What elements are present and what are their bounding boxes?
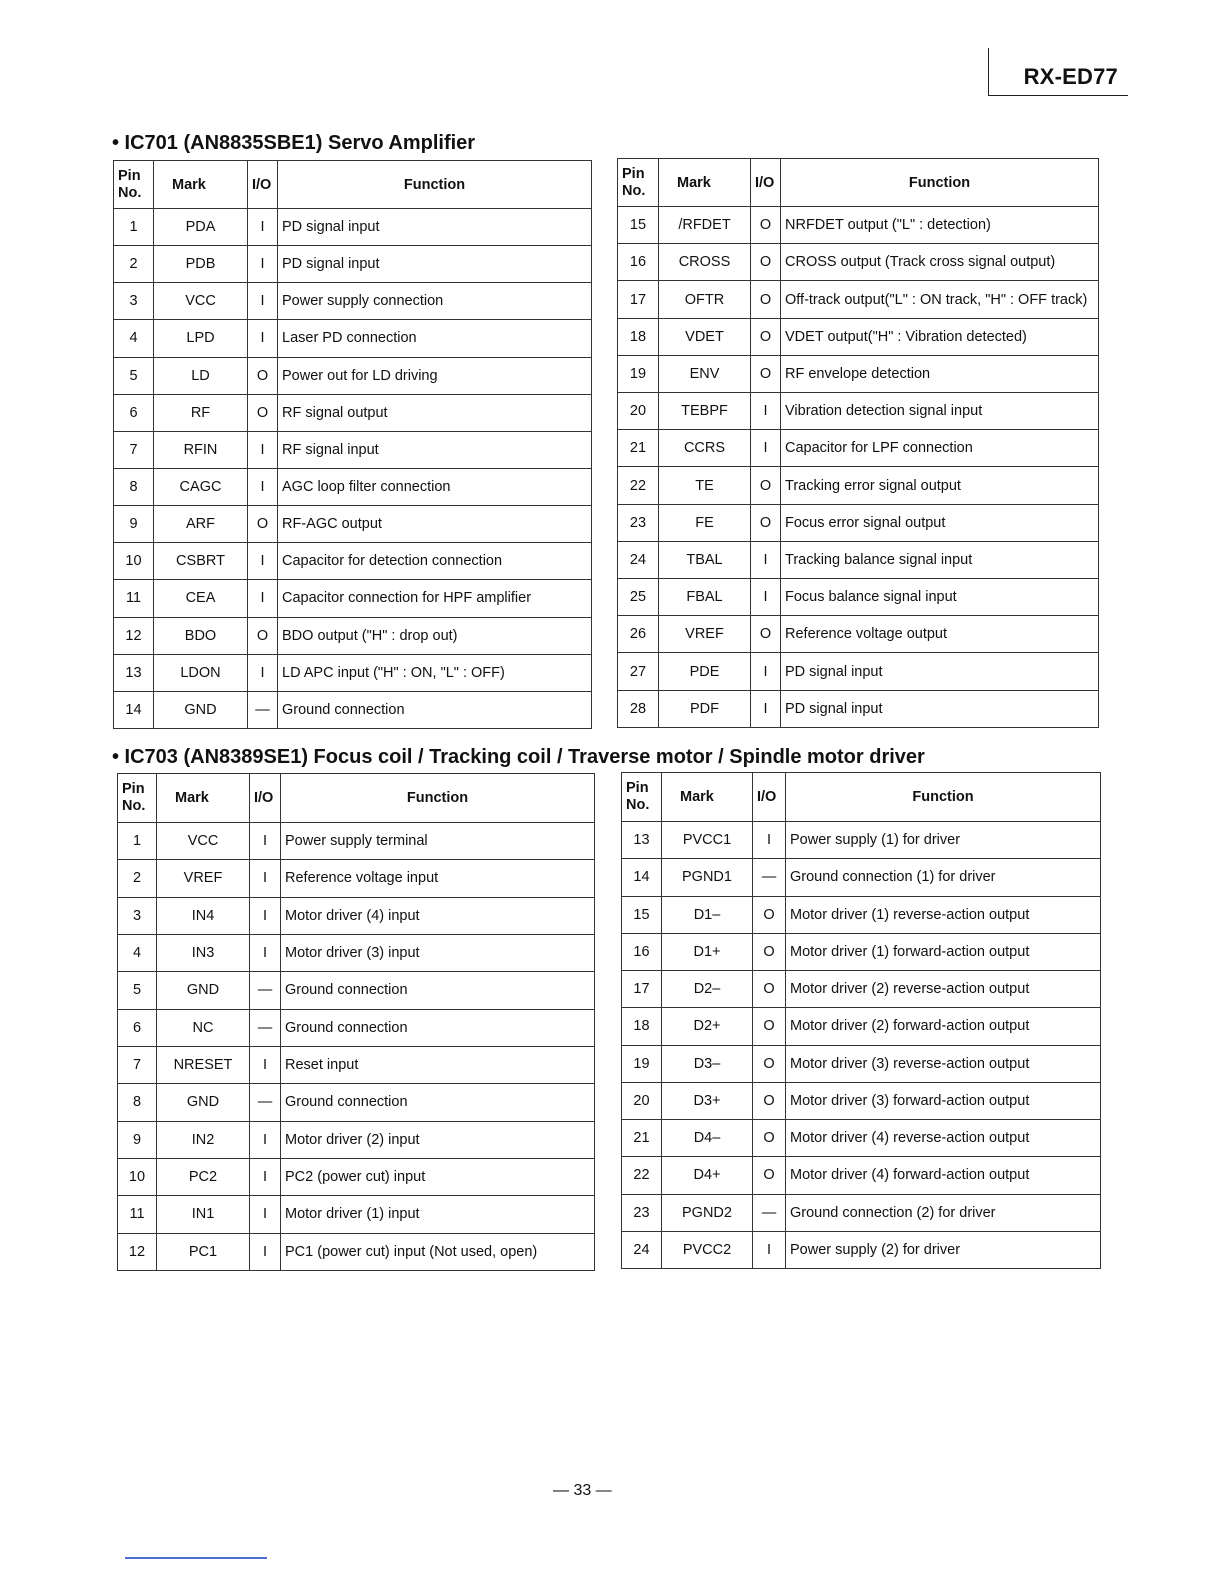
- table-row: [618, 355, 1099, 392]
- pin-function: Motor driver (4) forward-action output: [786, 1157, 1101, 1194]
- pin-function: NRFDET output ("L" : detection): [781, 207, 1099, 244]
- table-row: [622, 1008, 1101, 1045]
- pin-mark: TBAL: [659, 541, 751, 578]
- pin-io: —: [250, 1084, 281, 1121]
- pin-function: Motor driver (1) input: [281, 1196, 595, 1233]
- pin-number: 18: [618, 318, 659, 355]
- pin-mark: ARF: [154, 506, 248, 543]
- table-row: [118, 1084, 595, 1121]
- pin-number: 12: [114, 617, 154, 654]
- pin-mark: D4+: [662, 1157, 753, 1194]
- pin-number: 24: [618, 541, 659, 578]
- pin-function: RF signal input: [278, 431, 592, 468]
- pin-io: O: [753, 1008, 786, 1045]
- pin-function: AGC loop filter connection: [278, 468, 592, 505]
- pin-number: 20: [618, 393, 659, 430]
- pin-number: 18: [622, 1008, 662, 1045]
- pin-function: Focus balance signal input: [781, 579, 1099, 616]
- pin-function: Ground connection: [281, 1084, 595, 1121]
- model-header-box: [988, 48, 1128, 96]
- pin-mark: CAGC: [154, 468, 248, 505]
- ic703-pin-table-right: [621, 772, 1101, 1269]
- table-row: [118, 1158, 595, 1195]
- table-row: [114, 246, 592, 283]
- table-row: [118, 1233, 595, 1270]
- pin-mark: PDA: [154, 209, 248, 246]
- pin-io: —: [753, 1194, 786, 1231]
- pin-io: O: [248, 617, 278, 654]
- table-row: [114, 580, 592, 617]
- pin-number: 7: [118, 1046, 157, 1083]
- table-row: [114, 617, 592, 654]
- pin-io: I: [248, 654, 278, 691]
- table-row: [618, 244, 1099, 281]
- column-header-mark: Mark: [157, 774, 250, 823]
- pin-io: I: [250, 897, 281, 934]
- column-header-io: I/O: [751, 159, 781, 207]
- pin-number: 11: [118, 1196, 157, 1233]
- pin-mark: TE: [659, 467, 751, 504]
- column-header-io: I/O: [250, 774, 281, 823]
- pin-function: Ground connection (1) for driver: [786, 859, 1101, 896]
- pin-io: I: [751, 541, 781, 578]
- table-row: [618, 616, 1099, 653]
- pin-number: 4: [114, 320, 154, 357]
- pin-number: 21: [622, 1120, 662, 1157]
- column-header-function: Function: [786, 773, 1101, 822]
- pin-mark: VREF: [659, 616, 751, 653]
- pin-number: 26: [618, 616, 659, 653]
- pin-function: Motor driver (1) reverse-action output: [786, 896, 1101, 933]
- table-row: [114, 468, 592, 505]
- pin-function: Ground connection: [281, 972, 595, 1009]
- pin-number: 16: [618, 244, 659, 281]
- pin-mark: CSBRT: [154, 543, 248, 580]
- pin-mark: LDON: [154, 654, 248, 691]
- pin-io: I: [250, 860, 281, 897]
- pin-io: I: [250, 1233, 281, 1270]
- pin-function: Reset input: [281, 1046, 595, 1083]
- pin-number: 4: [118, 934, 157, 971]
- table-row: [622, 822, 1101, 859]
- column-header-io: I/O: [248, 161, 278, 209]
- pin-mark: PDE: [659, 653, 751, 690]
- table-row: [622, 859, 1101, 896]
- table-row: [622, 1157, 1101, 1194]
- pin-function: Capacitor for detection connection: [278, 543, 592, 580]
- table-row: [118, 1009, 595, 1046]
- pin-function: Tracking error signal output: [781, 467, 1099, 504]
- column-header-function: Function: [781, 159, 1099, 207]
- pin-io: I: [248, 543, 278, 580]
- pin-io: I: [753, 822, 786, 859]
- pin-function: PD signal input: [781, 653, 1099, 690]
- pin-function: Power supply (2) for driver: [786, 1231, 1101, 1268]
- pin-number: 27: [618, 653, 659, 690]
- pin-mark: CCRS: [659, 430, 751, 467]
- table-row: [622, 1120, 1101, 1157]
- pin-number: 16: [622, 933, 662, 970]
- pin-io: —: [250, 972, 281, 1009]
- table-row: [114, 431, 592, 468]
- pin-mark: /RFDET: [659, 207, 751, 244]
- pin-io: O: [753, 933, 786, 970]
- pin-number: 7: [114, 431, 154, 468]
- pin-number: 9: [114, 506, 154, 543]
- pin-io: O: [751, 207, 781, 244]
- table-header-row: [118, 774, 595, 823]
- pin-io: I: [250, 1196, 281, 1233]
- pin-function: Laser PD connection: [278, 320, 592, 357]
- pin-number: 25: [618, 579, 659, 616]
- pin-function: CROSS output (Track cross signal output): [781, 244, 1099, 281]
- pin-number: 24: [622, 1231, 662, 1268]
- pin-number: 10: [118, 1158, 157, 1195]
- pin-mark: RFIN: [154, 431, 248, 468]
- pin-number: 11: [114, 580, 154, 617]
- pin-number: 15: [618, 207, 659, 244]
- ic701-pin-table-left: [113, 160, 592, 729]
- pin-function: Tracking balance signal input: [781, 541, 1099, 578]
- pin-number: 6: [114, 394, 154, 431]
- pin-function: PC1 (power cut) input (Not used, open): [281, 1233, 595, 1270]
- pin-io: O: [753, 1157, 786, 1194]
- pin-io: I: [751, 430, 781, 467]
- pin-mark: CEA: [154, 580, 248, 617]
- pin-mark: D2–: [662, 971, 753, 1008]
- pin-io: O: [248, 506, 278, 543]
- ic703-title: • IC703 (AN8389SE1) Focus coil / Tracking coil / Traverse motor / Spindle motor driver: [112, 746, 925, 768]
- table-row: [118, 1196, 595, 1233]
- pin-io: O: [753, 1045, 786, 1082]
- pin-function: Ground connection: [281, 1009, 595, 1046]
- pin-number: 8: [118, 1084, 157, 1121]
- footer-rule: [125, 1557, 267, 1559]
- pin-number: 2: [114, 246, 154, 283]
- pin-function: PD signal input: [278, 209, 592, 246]
- pin-mark: VREF: [157, 860, 250, 897]
- pin-mark: PVCC1: [662, 822, 753, 859]
- pin-mark: NRESET: [157, 1046, 250, 1083]
- table-row: [622, 1194, 1101, 1231]
- pin-function: Motor driver (2) reverse-action output: [786, 971, 1101, 1008]
- pin-function: Motor driver (2) forward-action output: [786, 1008, 1101, 1045]
- pin-function: Capacitor for LPF connection: [781, 430, 1099, 467]
- pin-io: I: [250, 823, 281, 860]
- pin-io: I: [753, 1231, 786, 1268]
- pin-mark: VCC: [157, 823, 250, 860]
- table-row: [114, 506, 592, 543]
- model-number: RX-ED77: [1023, 64, 1118, 89]
- table-row: [618, 541, 1099, 578]
- pin-mark: PGND2: [662, 1194, 753, 1231]
- pin-io: —: [250, 1009, 281, 1046]
- pin-io: O: [751, 504, 781, 541]
- pin-function: Power supply terminal: [281, 823, 595, 860]
- column-header-mark: Mark: [154, 161, 248, 209]
- pin-mark: PC2: [157, 1158, 250, 1195]
- column-header-pin: Pin No.: [618, 159, 659, 207]
- pin-mark: PVCC2: [662, 1231, 753, 1268]
- table-row: [114, 654, 592, 691]
- table-row: [114, 320, 592, 357]
- pin-io: O: [751, 355, 781, 392]
- pin-mark: IN4: [157, 897, 250, 934]
- pin-io: I: [248, 580, 278, 617]
- table-row: [622, 1231, 1101, 1268]
- pin-mark: TEBPF: [659, 393, 751, 430]
- pin-function: Reference voltage input: [281, 860, 595, 897]
- pin-mark: CROSS: [659, 244, 751, 281]
- pin-io: I: [751, 690, 781, 727]
- pin-number: 17: [622, 971, 662, 1008]
- pin-mark: IN1: [157, 1196, 250, 1233]
- table-row: [618, 504, 1099, 541]
- page-number: — 33 —: [553, 1482, 612, 1499]
- pin-mark: D2+: [662, 1008, 753, 1045]
- table-row: [118, 972, 595, 1009]
- table-row: [118, 860, 595, 897]
- pin-mark: LD: [154, 357, 248, 394]
- pin-io: I: [248, 246, 278, 283]
- pin-function: Motor driver (2) input: [281, 1121, 595, 1158]
- pin-number: 2: [118, 860, 157, 897]
- pin-function: Off-track output("L" : ON track, "H" : OFF track): [781, 281, 1099, 318]
- pin-number: 23: [618, 504, 659, 541]
- pin-number: 6: [118, 1009, 157, 1046]
- pin-function: Capacitor connection for HPF amplifier: [278, 580, 592, 617]
- pin-mark: NC: [157, 1009, 250, 1046]
- pin-mark: PC1: [157, 1233, 250, 1270]
- table-row: [618, 690, 1099, 727]
- ic701-pin-table-right: [617, 158, 1099, 728]
- pin-mark: BDO: [154, 617, 248, 654]
- pin-mark: D3+: [662, 1082, 753, 1119]
- table-row: [114, 394, 592, 431]
- table-row: [622, 971, 1101, 1008]
- pin-number: 3: [114, 283, 154, 320]
- pin-mark: FE: [659, 504, 751, 541]
- pin-number: 22: [618, 467, 659, 504]
- pin-function: VDET output("H" : Vibration detected): [781, 318, 1099, 355]
- table-row: [118, 934, 595, 971]
- pin-number: 14: [114, 691, 154, 728]
- pin-number: 15: [622, 896, 662, 933]
- pin-number: 5: [114, 357, 154, 394]
- pin-number: 21: [618, 430, 659, 467]
- pin-number: 22: [622, 1157, 662, 1194]
- pin-function: Focus error signal output: [781, 504, 1099, 541]
- pin-function: Power out for LD driving: [278, 357, 592, 394]
- pin-io: I: [250, 1158, 281, 1195]
- pin-io: I: [751, 653, 781, 690]
- pin-mark: ENV: [659, 355, 751, 392]
- table-header-row: [618, 159, 1099, 207]
- pin-mark: VDET: [659, 318, 751, 355]
- table-row: [114, 357, 592, 394]
- pin-number: 1: [114, 209, 154, 246]
- pin-number: 8: [114, 468, 154, 505]
- pin-mark: PDB: [154, 246, 248, 283]
- pin-io: O: [751, 467, 781, 504]
- pin-function: Vibration detection signal input: [781, 393, 1099, 430]
- column-header-io: I/O: [753, 773, 786, 822]
- pin-number: 5: [118, 972, 157, 1009]
- pin-function: Motor driver (3) forward-action output: [786, 1082, 1101, 1119]
- pin-number: 20: [622, 1082, 662, 1119]
- pin-number: 19: [622, 1045, 662, 1082]
- pin-io: O: [751, 281, 781, 318]
- table-row: [118, 1121, 595, 1158]
- pin-mark: D1+: [662, 933, 753, 970]
- pin-io: I: [248, 468, 278, 505]
- table-row: [622, 1082, 1101, 1119]
- table-row: [618, 207, 1099, 244]
- table-row: [622, 896, 1101, 933]
- pin-function: Motor driver (1) forward-action output: [786, 933, 1101, 970]
- pin-number: 28: [618, 690, 659, 727]
- pin-io: O: [751, 616, 781, 653]
- pin-function: Power supply connection: [278, 283, 592, 320]
- pin-function: Motor driver (3) reverse-action output: [786, 1045, 1101, 1082]
- table-row: [618, 430, 1099, 467]
- pin-function: Motor driver (4) reverse-action output: [786, 1120, 1101, 1157]
- column-header-mark: Mark: [662, 773, 753, 822]
- pin-io: I: [751, 579, 781, 616]
- pin-function: Reference voltage output: [781, 616, 1099, 653]
- table-row: [618, 318, 1099, 355]
- pin-io: I: [751, 393, 781, 430]
- pin-io: O: [753, 1082, 786, 1119]
- pin-mark: IN2: [157, 1121, 250, 1158]
- pin-number: 13: [622, 822, 662, 859]
- ic703-pin-table-left: [117, 773, 595, 1271]
- pin-io: —: [248, 691, 278, 728]
- table-row: [114, 543, 592, 580]
- pin-number: 23: [622, 1194, 662, 1231]
- pin-function: RF envelope detection: [781, 355, 1099, 392]
- table-row: [118, 823, 595, 860]
- pin-io: I: [250, 934, 281, 971]
- pin-mark: D3–: [662, 1045, 753, 1082]
- pin-mark: LPD: [154, 320, 248, 357]
- pin-io: I: [248, 209, 278, 246]
- pin-mark: VCC: [154, 283, 248, 320]
- pin-mark: GND: [154, 691, 248, 728]
- pin-mark: PDF: [659, 690, 751, 727]
- pin-mark: GND: [157, 972, 250, 1009]
- pin-mark: IN3: [157, 934, 250, 971]
- pin-number: 13: [114, 654, 154, 691]
- pin-mark: PGND1: [662, 859, 753, 896]
- pin-io: O: [751, 244, 781, 281]
- table-row: [114, 209, 592, 246]
- pin-mark: RF: [154, 394, 248, 431]
- table-header-row: [622, 773, 1101, 822]
- pin-io: O: [753, 1120, 786, 1157]
- pin-function: RF signal output: [278, 394, 592, 431]
- column-header-pin: Pin No.: [118, 774, 157, 823]
- column-header-function: Function: [281, 774, 595, 823]
- pin-mark: OFTR: [659, 281, 751, 318]
- table-row: [118, 897, 595, 934]
- column-header-mark: Mark: [659, 159, 751, 207]
- table-row: [622, 933, 1101, 970]
- pin-number: 12: [118, 1233, 157, 1270]
- column-header-function: Function: [278, 161, 592, 209]
- pin-function: BDO output ("H" : drop out): [278, 617, 592, 654]
- pin-number: 14: [622, 859, 662, 896]
- pin-function: PD signal input: [781, 690, 1099, 727]
- table-row: [114, 283, 592, 320]
- pin-io: I: [248, 431, 278, 468]
- pin-io: O: [248, 394, 278, 431]
- pin-number: 3: [118, 897, 157, 934]
- pin-io: O: [751, 318, 781, 355]
- pin-number: 17: [618, 281, 659, 318]
- pin-io: O: [753, 896, 786, 933]
- table-row: [114, 691, 592, 728]
- pin-io: O: [753, 971, 786, 1008]
- column-header-pin: Pin No.: [114, 161, 154, 209]
- pin-function: Power supply (1) for driver: [786, 822, 1101, 859]
- pin-io: I: [248, 320, 278, 357]
- table-row: [618, 393, 1099, 430]
- pin-function: Motor driver (4) input: [281, 897, 595, 934]
- table-row: [622, 1045, 1101, 1082]
- pin-io: I: [250, 1121, 281, 1158]
- pin-function: PD signal input: [278, 246, 592, 283]
- pin-number: 9: [118, 1121, 157, 1158]
- table-row: [118, 1046, 595, 1083]
- pin-io: —: [753, 859, 786, 896]
- pin-io: I: [248, 283, 278, 320]
- pin-mark: FBAL: [659, 579, 751, 616]
- pin-number: 19: [618, 355, 659, 392]
- table-row: [618, 281, 1099, 318]
- table-row: [618, 467, 1099, 504]
- pin-function: PC2 (power cut) input: [281, 1158, 595, 1195]
- pin-function: LD APC input ("H" : ON, "L" : OFF): [278, 654, 592, 691]
- pin-mark: GND: [157, 1084, 250, 1121]
- pin-number: 10: [114, 543, 154, 580]
- pin-function: Motor driver (3) input: [281, 934, 595, 971]
- table-row: [618, 653, 1099, 690]
- pin-function: Ground connection (2) for driver: [786, 1194, 1101, 1231]
- pin-io: O: [248, 357, 278, 394]
- table-row: [618, 579, 1099, 616]
- column-header-pin: Pin No.: [622, 773, 662, 822]
- pin-number: 1: [118, 823, 157, 860]
- table-header-row: [114, 161, 592, 209]
- pin-mark: D1–: [662, 896, 753, 933]
- pin-function: Ground connection: [278, 691, 592, 728]
- pin-mark: D4–: [662, 1120, 753, 1157]
- pin-io: I: [250, 1046, 281, 1083]
- pin-function: RF-AGC output: [278, 506, 592, 543]
- ic701-title: • IC701 (AN8835SBE1) Servo Amplifier: [112, 132, 476, 154]
